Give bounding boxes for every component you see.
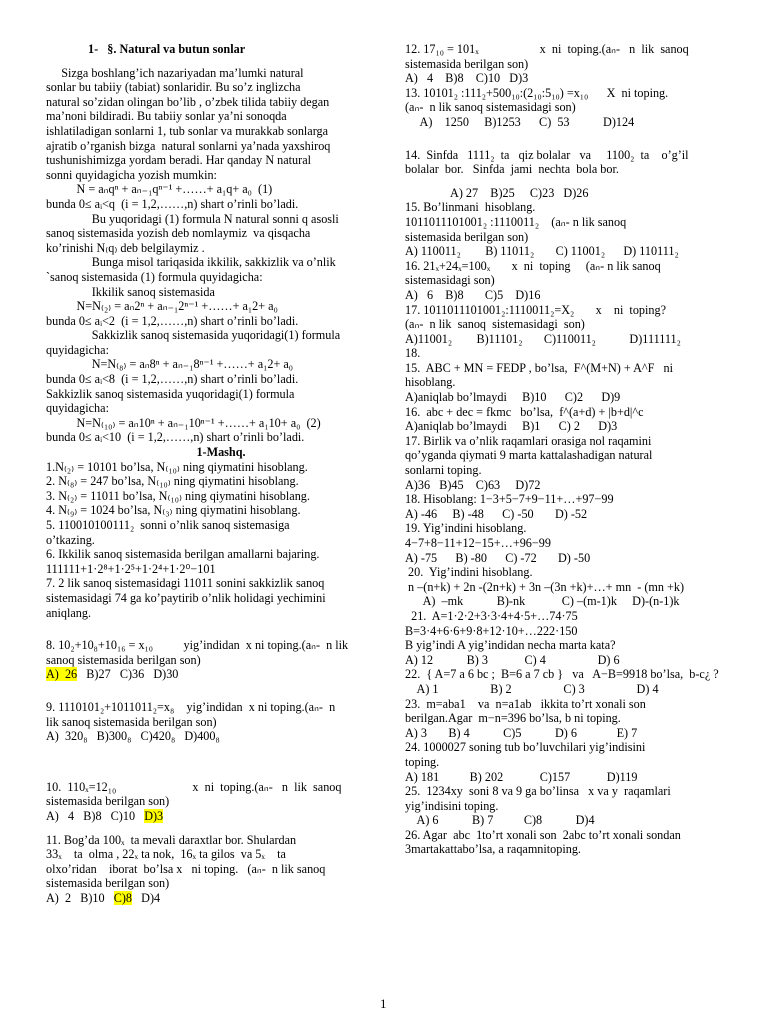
answer-option: D)3 xyxy=(144,808,164,823)
q12-line: sistemasida berilgan son) xyxy=(405,56,529,71)
question-line: A)11001₂ B)11101₂ C)110011₂ D)111111₂ xyxy=(405,331,681,346)
mashq-title: 1-Mashq. xyxy=(196,445,246,460)
q10-line: 10. 110ₓ=12₁₀ x ni toping.(aₙ- n lik sanoq xyxy=(46,779,342,794)
theory-line: Ikkilik sanoq sistemasida xyxy=(46,284,215,299)
exercise-line: aniqlang. xyxy=(46,605,92,620)
q13-line: (aₙ- n lik sanoq sistemasidagi son) xyxy=(405,100,576,115)
question-line: yig’indisini toping. xyxy=(405,798,499,813)
question-line: A) 6 B)8 C)5 D)16 xyxy=(405,287,541,302)
q12-line: 12. 17₁₀ = 101ₓ x ni toping.(aₙ- n lik sanoq xyxy=(405,42,689,56)
theory-line: Bunga misol tariqasida ikkilik, sakkizlik va o’nlik xyxy=(46,255,336,270)
theory-line: ma’noni bildiradi. Bu tabiiy sonlar ya’ni sonoqda xyxy=(46,109,287,124)
question-line: A) 1 B) 2 C) 3 D) 4 xyxy=(405,681,659,696)
question-12 xyxy=(405,42,733,86)
question-line: 15. ABC + MN = FEDP , bo’lsa, F^(M+N) + A^F ni xyxy=(405,360,674,375)
answer-options xyxy=(46,729,396,744)
question-line: 1011011101001₂ :1110011₂ (aₙ- n lik sanoq xyxy=(405,214,627,229)
question-line: A) 12 B) 3 C) 4 D) 6 xyxy=(405,652,620,667)
theory-line: Sakkizlik sanoq sistemasida yuqoridagi(1) formula xyxy=(46,328,341,343)
exercise-line: 111111+1·2⁸+1·2⁵+1·2⁴+1·2⁰−101 xyxy=(46,561,216,576)
question-line: berilgan.Agar m−n=396 bo’lsa, b ni toping. xyxy=(405,711,621,726)
question-line: A) 181 B) 202 C)157 D)119 xyxy=(405,769,638,784)
question-9 xyxy=(46,700,396,744)
theory-line: quyidagicha: xyxy=(46,401,109,416)
theory-line: bunda 0≤ aᵢ<2 (i = 1,2,……,n) shart o’rinli bo’ladi. xyxy=(46,313,299,328)
question-14-options: A) 27 B)25 C)23 D)26 xyxy=(405,185,589,200)
question-14 xyxy=(405,148,733,177)
page-number: 1 xyxy=(380,996,387,1011)
exercise-line: 5. 110010100111₂ sonni o’nlik sanoq sistemasiga xyxy=(46,518,290,532)
theory-line: N=N₍₂₎ = aₙ2ⁿ + aₙ₋₁2ⁿ⁻¹ +……+ a₁2+ a₀ xyxy=(46,299,278,314)
question-line: sistemasida berilgan son) xyxy=(405,229,529,244)
question-line: A) -75 B) -80 C) -72 D) -50 xyxy=(405,550,591,565)
question-line: 18. Hisoblang: 1−3+5−7+9−11+…+97−99 xyxy=(405,492,614,507)
exercise-line: 2. N₍₈₎ = 247 bo’lsa, N₍₁₀₎ ning qiymatini hisoblang. xyxy=(46,474,299,489)
answer-option: B)8 xyxy=(83,808,102,823)
q11-line: 11. Bog’da 100ₓ ta mevali daraxtlar bor. Shulardan xyxy=(46,832,297,847)
question-line: 15. Bo’linmani hisoblang. xyxy=(405,200,536,215)
theory-line: bunda 0≤ aᵢ<q (i = 1,2,……,n) shart o’rinli bo’ladi. xyxy=(46,196,299,211)
q10-line: sistemasida berilgan son) xyxy=(46,794,170,809)
question-line: 19. Yig’indini hisoblang. xyxy=(405,521,527,536)
exercise-line: sistemasidagi 74 ga ko’paytirib o’nlik holidagi yechimini xyxy=(46,590,326,605)
question-line: A) 110011₂ B) 11011₂ C) 11001₂ D) 110111₂ xyxy=(405,244,679,259)
exercise-line: o’tkazing. xyxy=(46,532,95,547)
question-line: 17. Birlik va o’nlik raqamlari orasiga nol raqamini xyxy=(405,433,652,448)
answer-option: D)400₈ xyxy=(184,729,220,744)
question-line: 21. A=1·2·2+3·3·4+4·5+…74·75 xyxy=(405,608,578,623)
theory-line: Sizga boshlang’ich nazariyadan ma’lumki natural xyxy=(46,65,304,80)
answer-option: C)420₈ xyxy=(140,729,176,744)
q11-line: sistemasida berilgan son) xyxy=(46,876,170,891)
q11-line: olxo’ridan iborat bo’lsa x ni toping. (aₙ- n lik sanoq xyxy=(46,861,326,876)
answer-options xyxy=(46,667,396,682)
answer-option: D)4 xyxy=(141,890,161,905)
question-line: 24. 1000027 soning tub bo’luvchilari yig’indisini xyxy=(405,740,646,755)
question-line: 16. abc + dec = fkmc bo’lsa, f^(a+d) + |b+d|^c xyxy=(405,404,644,419)
answer-options xyxy=(46,809,396,824)
question-10 xyxy=(46,780,396,824)
answer-option: C)10 xyxy=(110,808,136,823)
theory-line: bunda 0≤ aᵢ<10 (i = 1,2,……,n) shart o’rinli bo’ladi. xyxy=(46,430,305,445)
answer-option: B)300₈ xyxy=(96,729,132,744)
question-8 xyxy=(46,638,396,682)
q9-line: lik sanoq sistemasida berilgan son) xyxy=(46,714,217,729)
theory-line: sonni quyidagicha yozish mumkin: xyxy=(46,167,217,182)
answer-option: A) 26 xyxy=(46,667,78,682)
exercise-line: 4. N₍₉₎ = 1024 bo’lsa, N₍₃₎ ning qiymatini hisoblang. xyxy=(46,503,301,518)
theory-line: ajratib o’rganish bizga natural sonlarni ya’nada yaxshiroq xyxy=(46,138,331,153)
theory-text xyxy=(46,66,396,445)
answer-option: C)36 xyxy=(119,667,145,682)
question-line: A) -46 B) -48 C) -50 D) -52 xyxy=(405,506,588,521)
question-line: 20. Yig’indini hisoblang. xyxy=(405,565,533,580)
answer-option: B)10 xyxy=(80,890,105,905)
question-line: sonlarni toping. xyxy=(405,463,482,478)
answer-option: A) 320₈ xyxy=(46,729,88,744)
question-line: 18. xyxy=(405,346,421,361)
question-line: A) 3 B) 4 C)5 D) 6 E) 7 xyxy=(405,725,638,740)
theory-line: ishlatiladigan sonlarni 1, tub sonlar va murakkab sonlarga xyxy=(46,123,329,138)
answer-option: D)30 xyxy=(153,667,179,682)
theory-line: N = aₙqⁿ + aₙ₋₁qⁿ⁻¹ +……+ a₁q+ a₀ (1) xyxy=(46,182,273,197)
question-line: toping. xyxy=(405,754,440,769)
q8-line: 8. 10₂+10₈+10₁₆ = x₁₀ yig’indidan x ni toping.(aₙ- n lik xyxy=(46,638,349,653)
answer-options: A) 4 B)8 C)10 D)3 xyxy=(405,71,529,86)
question-line: A)aniqlab bo’lmaydi B)10 C)2 D)9 xyxy=(405,390,621,405)
question-line: 17. 1011011101001₂:1110011₂=X₂ x ni toping? xyxy=(405,302,666,317)
question-line: 26. Agar abc 1to’rt xonali son 2abc to’rt xonali sondan xyxy=(405,827,681,842)
theory-line: quyidagicha: xyxy=(46,342,109,357)
theory-line: ko’rinishi N₍q₎ deb belgilaymiz . xyxy=(46,240,205,255)
question-line: 22. { A=7 a 6 bc ; B=6 a 7 cb } va A−B=9918 bo’lsa, b-c¿ ? xyxy=(405,667,719,682)
question-line: A)36 B)45 C)63 D)72 xyxy=(405,477,541,492)
question-line: B=3·4+6·6+9·8+12·10+…222·150 xyxy=(405,623,578,638)
theory-line: N=N₍₁₀₎ = aₙ10ⁿ + aₙ₋₁10ⁿ⁻¹ +……+ a₁10+ a₀ (2) xyxy=(46,415,321,430)
answer-option: C)8 xyxy=(113,890,132,905)
question-line: qo’yganda qiymati 9 marta kattalashadigan natural xyxy=(405,448,653,463)
q13-line: 13. 10101₂ :111₂+500₁₀:(2₁₀:5₁₀) =x₁₀ X ni toping. xyxy=(405,85,669,100)
q8-line: sanoq sistemasida berilgan son) xyxy=(46,652,201,667)
question-line: 3martakattabo’lsa, a raqamnitoping. xyxy=(405,842,581,857)
question-line: sistemasidagi son) xyxy=(405,273,495,288)
theory-line: Bu yuqoridagi (1) formula N natural sonni q asosli xyxy=(46,211,339,226)
answer-option: B)27 xyxy=(86,667,111,682)
question-line: A) –mk B)-nk C) –(m-1)k D)-(n-1)k xyxy=(405,594,680,609)
q9-line: 9. 1110101₂+1011011₂=x₈ yig’indidan x ni toping.(aₙ- n xyxy=(46,699,336,714)
theory-line: Sakkizlik sanoq sistemasida yuqoridagi(1) formula xyxy=(46,386,295,401)
section-title: 1- §. Natural va butun sonlar xyxy=(88,42,246,56)
theory-line: natural so’zidan olingan bo’lib , o’zbek tilida tabiiy degan xyxy=(46,94,330,109)
answer-option: A) 4 xyxy=(46,808,75,823)
right-column xyxy=(405,42,733,857)
q13-line: A) 1250 B)1253 C) 53 D)124 xyxy=(405,114,635,129)
question-line: A) 6 B) 7 C)8 D)4 xyxy=(405,813,595,828)
theory-line: N=N₍₈₎ = aₙ8ⁿ + aₙ₋₁8ⁿ⁻¹ +……+ a₁2+ a₀ xyxy=(46,357,294,372)
exercise-line: 7. 2 lik sanoq sistemasidagi 11011 sonini sakkizlik sanoq xyxy=(46,576,325,591)
left-column xyxy=(46,42,396,905)
q14-line: 14. Sinfda 1111₂ ta qiz bolalar va 1100₂ ta o’g’il xyxy=(405,147,689,162)
theory-line: sanoq sistemasida yozish deb nomlaymiz va qisqacha xyxy=(46,226,311,241)
theory-line: tushunishimizga yordam beradi. Har qanday N natural xyxy=(46,153,312,168)
exercise-line: 3. N₍₂₎ = 11011 bo’lsa, N₍₁₀₎ ning qiymatini hisoblang. xyxy=(46,488,310,503)
question-line: 23. m=aba1 va n=a1ab ikkita to’rt xonali son xyxy=(405,696,646,711)
answer-options xyxy=(46,891,396,906)
question-line: A)aniqlab bo’lmaydi B)1 C) 2 D)3 xyxy=(405,419,618,434)
q14-line: bolalar bor. Sinfda jami nechta bola bor. xyxy=(405,162,619,177)
question-11 xyxy=(46,833,396,906)
theory-line: sonlar bu tabiiy (tabiat) sonlaridir. Bu so’z inglizcha xyxy=(46,80,301,95)
question-line: n –(n+k) + 2n -(2n+k) + 3n –(3n +k)+…+ mn - (mn +k) xyxy=(405,579,685,594)
q11-line: 33ₓ ta olma , 22ₓ ta nok, 16ₓ ta gilos va 5ₓ ta xyxy=(46,847,286,862)
question-line: B yig’indi A yig’indidan necha marta kata? xyxy=(405,638,616,653)
exercise-line: 1.N₍₂₎ = 10101 bo’lsa, N₍₁₀₎ ning qiymatini hisoblang. xyxy=(46,459,308,474)
question-line: 25. 1234xy soni 8 va 9 ga bo’linsa x va y raqamlari xyxy=(405,784,671,799)
exercise-list xyxy=(46,460,396,621)
question-line: 4−7+8−11+12−15+…+96−99 xyxy=(405,536,551,550)
answer-option: A) 2 xyxy=(46,890,72,905)
theory-line: bunda 0≤ aᵢ<8 (i = 1,2,……,n) shart o’rinli bo’ladi. xyxy=(46,372,299,387)
question-line: 16. 21ₓ+24ₓ=100ₓ x ni toping (aₙ- n lik sanoq xyxy=(405,258,661,273)
questions-15-26 xyxy=(405,200,733,857)
question-line: (aₙ- n lik sanoq sistemasidagi son) xyxy=(405,317,585,332)
theory-line: `sanoq sistemasida (1) formula quyidagicha: xyxy=(46,269,263,284)
question-line: hisoblang. xyxy=(405,375,456,390)
exercise-line: 6. Ikkilik sanoq sistemasida berilgan amallarni bajaring. xyxy=(46,547,320,562)
question-13 xyxy=(405,86,733,130)
